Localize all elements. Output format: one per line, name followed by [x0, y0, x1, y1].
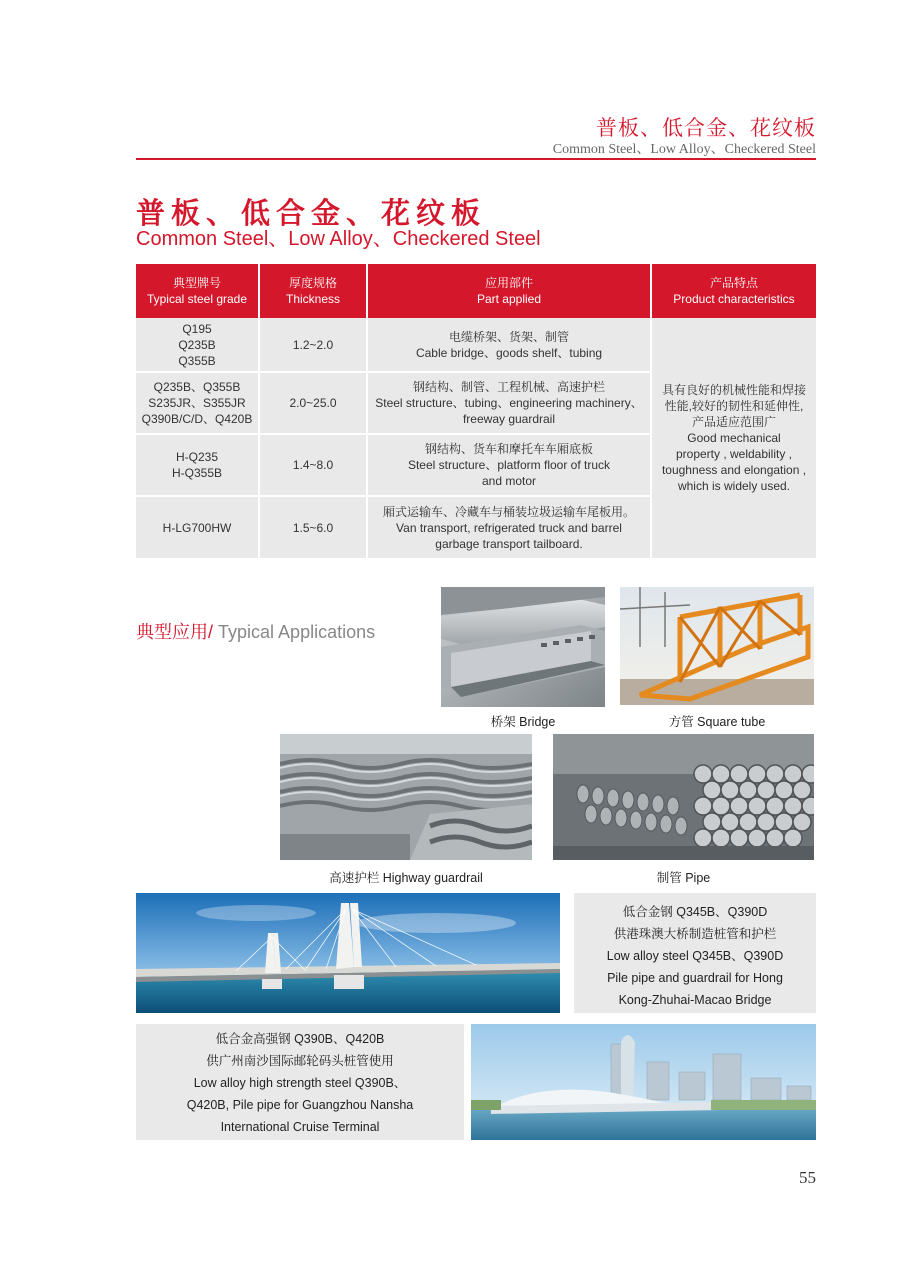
applications-heading: [136, 618, 375, 644]
grade-cell: H-LG700HW: [136, 496, 259, 558]
hzm-line: Pile pipe and guardrail for Hong: [607, 971, 783, 985]
square-tube-caption: 方管 Square tube: [668, 715, 766, 729]
page-title-en: Common Steel、Low Alloy、Checkered Steel: [136, 228, 541, 250]
hzm-bridge-photo: [136, 893, 560, 1013]
nansha-line: 低合金高强钢 Q390B、Q420B: [215, 1032, 385, 1046]
guardrail-photo: [280, 734, 532, 860]
grade-cell: Q235B、Q355B S235JR、S355JR Q390B/C/D、Q420B: [136, 372, 259, 434]
nansha-description: [136, 1024, 464, 1140]
pipe-caption: 制管 Pipe: [656, 871, 711, 885]
nansha-line: Q420B, Pile pipe for Guangzhou Nansha: [186, 1098, 414, 1112]
grade-cell: Q195 Q235B Q355B: [136, 318, 259, 372]
thickness-cell: 1.4~8.0: [259, 434, 367, 496]
part-cell: 厢式运输车、冷藏车与桶装垃圾运输车尾板用。 Van transport, refrigerated truck and barrel garbage transport tailboard.: [367, 496, 651, 558]
page-number: 55: [799, 1168, 816, 1187]
header-divider: [136, 158, 816, 160]
cable-bridge-photo: [441, 587, 605, 707]
bridge-caption: 桥架 Bridge: [490, 715, 556, 729]
thickness-cell: 1.2~2.0: [259, 318, 367, 372]
nansha-terminal-photo: [471, 1024, 816, 1140]
header-thickness: 厚度规格 Thickness: [259, 264, 367, 318]
hzm-line: Kong-Zhuhai-Macao Bridge: [618, 993, 772, 1007]
square-tube-photo: [620, 587, 814, 705]
characteristics-cell: 具有良好的机械性能和焊接 性能,较好的韧性和延伸性, 产品适应范围广 Good mechanical property , weldability , toughness and elongation , which is widely used.: [651, 318, 816, 558]
nansha-line: International Cruise Terminal: [220, 1120, 380, 1134]
spec-table: [136, 264, 816, 558]
guardrail-caption: 高速护栏 Highway guardrail: [329, 871, 483, 885]
header-grade: 典型牌号 Typical steel grade: [136, 264, 259, 318]
running-header-en: Common Steel、Low Alloy、Checkered Steel: [552, 142, 816, 157]
thickness-cell: 1.5~6.0: [259, 496, 367, 558]
hzm-line: Low alloy steel Q345B、Q390D: [606, 949, 784, 963]
header-characteristics: 产品特点 Product characteristics: [651, 264, 816, 318]
page-title-cn: 普板、低合金、花纹板: [136, 198, 487, 230]
part-cell: 钢结构、货车和摩托车车厢底板 Steel structure、platform floor of truck and motor: [367, 434, 651, 496]
running-header-cn: 普板、低合金、花纹板: [596, 117, 816, 140]
nansha-line: 供广州南沙国际邮轮码头桩管使用: [206, 1054, 394, 1068]
part-cell: 钢结构、制管、工程机械、高速护栏 Steel structure、tubing、engineering machinery、 freeway guardrail: [367, 372, 651, 434]
part-cell: 电缆桥架、货架、制管 Cable bridge、goods shelf、tubing: [367, 318, 651, 372]
header-part: 应用部件 Part applied: [367, 264, 651, 318]
grade-cell: H-Q235 H-Q355B: [136, 434, 259, 496]
pipe-photo: [553, 734, 814, 860]
table-header-row: [136, 264, 816, 318]
nansha-line: Low alloy high strength steel Q390B、: [193, 1076, 407, 1090]
thickness-cell: 2.0~25.0: [259, 372, 367, 434]
table-row: [136, 318, 816, 372]
hzm-line: 低合金钢 Q345B、Q390D: [622, 905, 768, 919]
hzm-line: 供港珠澳大桥制造桩管和护栏: [613, 927, 777, 941]
applications-heading-cn: 典型应用/: [136, 622, 214, 642]
applications-heading-en: Typical Applications: [213, 622, 376, 642]
hzm-bridge-description: [574, 893, 816, 1013]
